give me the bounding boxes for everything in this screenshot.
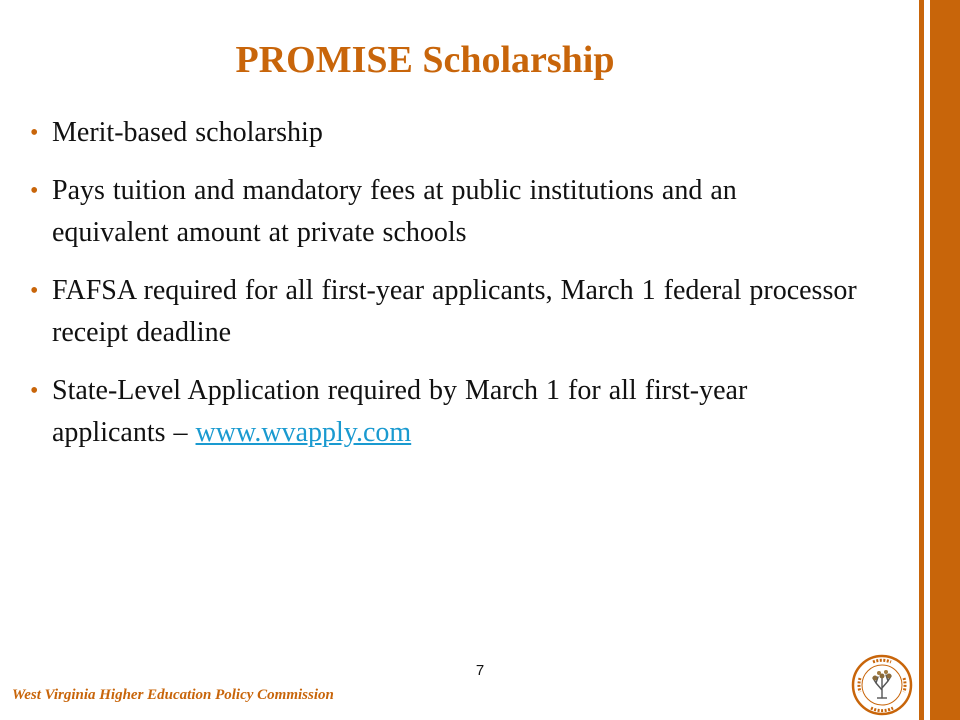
commission-seal-logo bbox=[851, 654, 913, 716]
bullet-item-tuition bbox=[30, 170, 860, 254]
footer-organization: West Virginia Higher Education Policy Commission bbox=[12, 687, 334, 703]
bullet-item-application bbox=[30, 370, 860, 454]
bullet-dot: • bbox=[30, 278, 39, 304]
bullet-text: State-Level Application required by March 1 for all first-year applicants – bbox=[52, 375, 748, 448]
slide-title: PROMISE Scholarship bbox=[235, 39, 615, 81]
bullet-dot: • bbox=[30, 378, 39, 404]
bullet-text: Pays tuition and mandatory fees at public institutions and an equivalent amount at private schools bbox=[52, 175, 737, 248]
bullet-text: Merit-based scholarship bbox=[52, 117, 323, 148]
page-number: 7 bbox=[475, 662, 485, 679]
wvapply-link[interactable]: www.wvapply.com bbox=[195, 417, 412, 448]
bullet-list bbox=[30, 112, 860, 470]
bullet-dot: • bbox=[30, 178, 39, 204]
bullet-item-merit bbox=[30, 112, 860, 154]
accent-bar-thick bbox=[930, 0, 960, 720]
bullet-dot: • bbox=[30, 120, 39, 146]
accent-bar-thin bbox=[919, 0, 924, 720]
bullet-item-fafsa bbox=[30, 270, 860, 354]
bullet-text: FAFSA required for all first-year applicants, March 1 federal processor receipt deadline bbox=[52, 275, 857, 348]
